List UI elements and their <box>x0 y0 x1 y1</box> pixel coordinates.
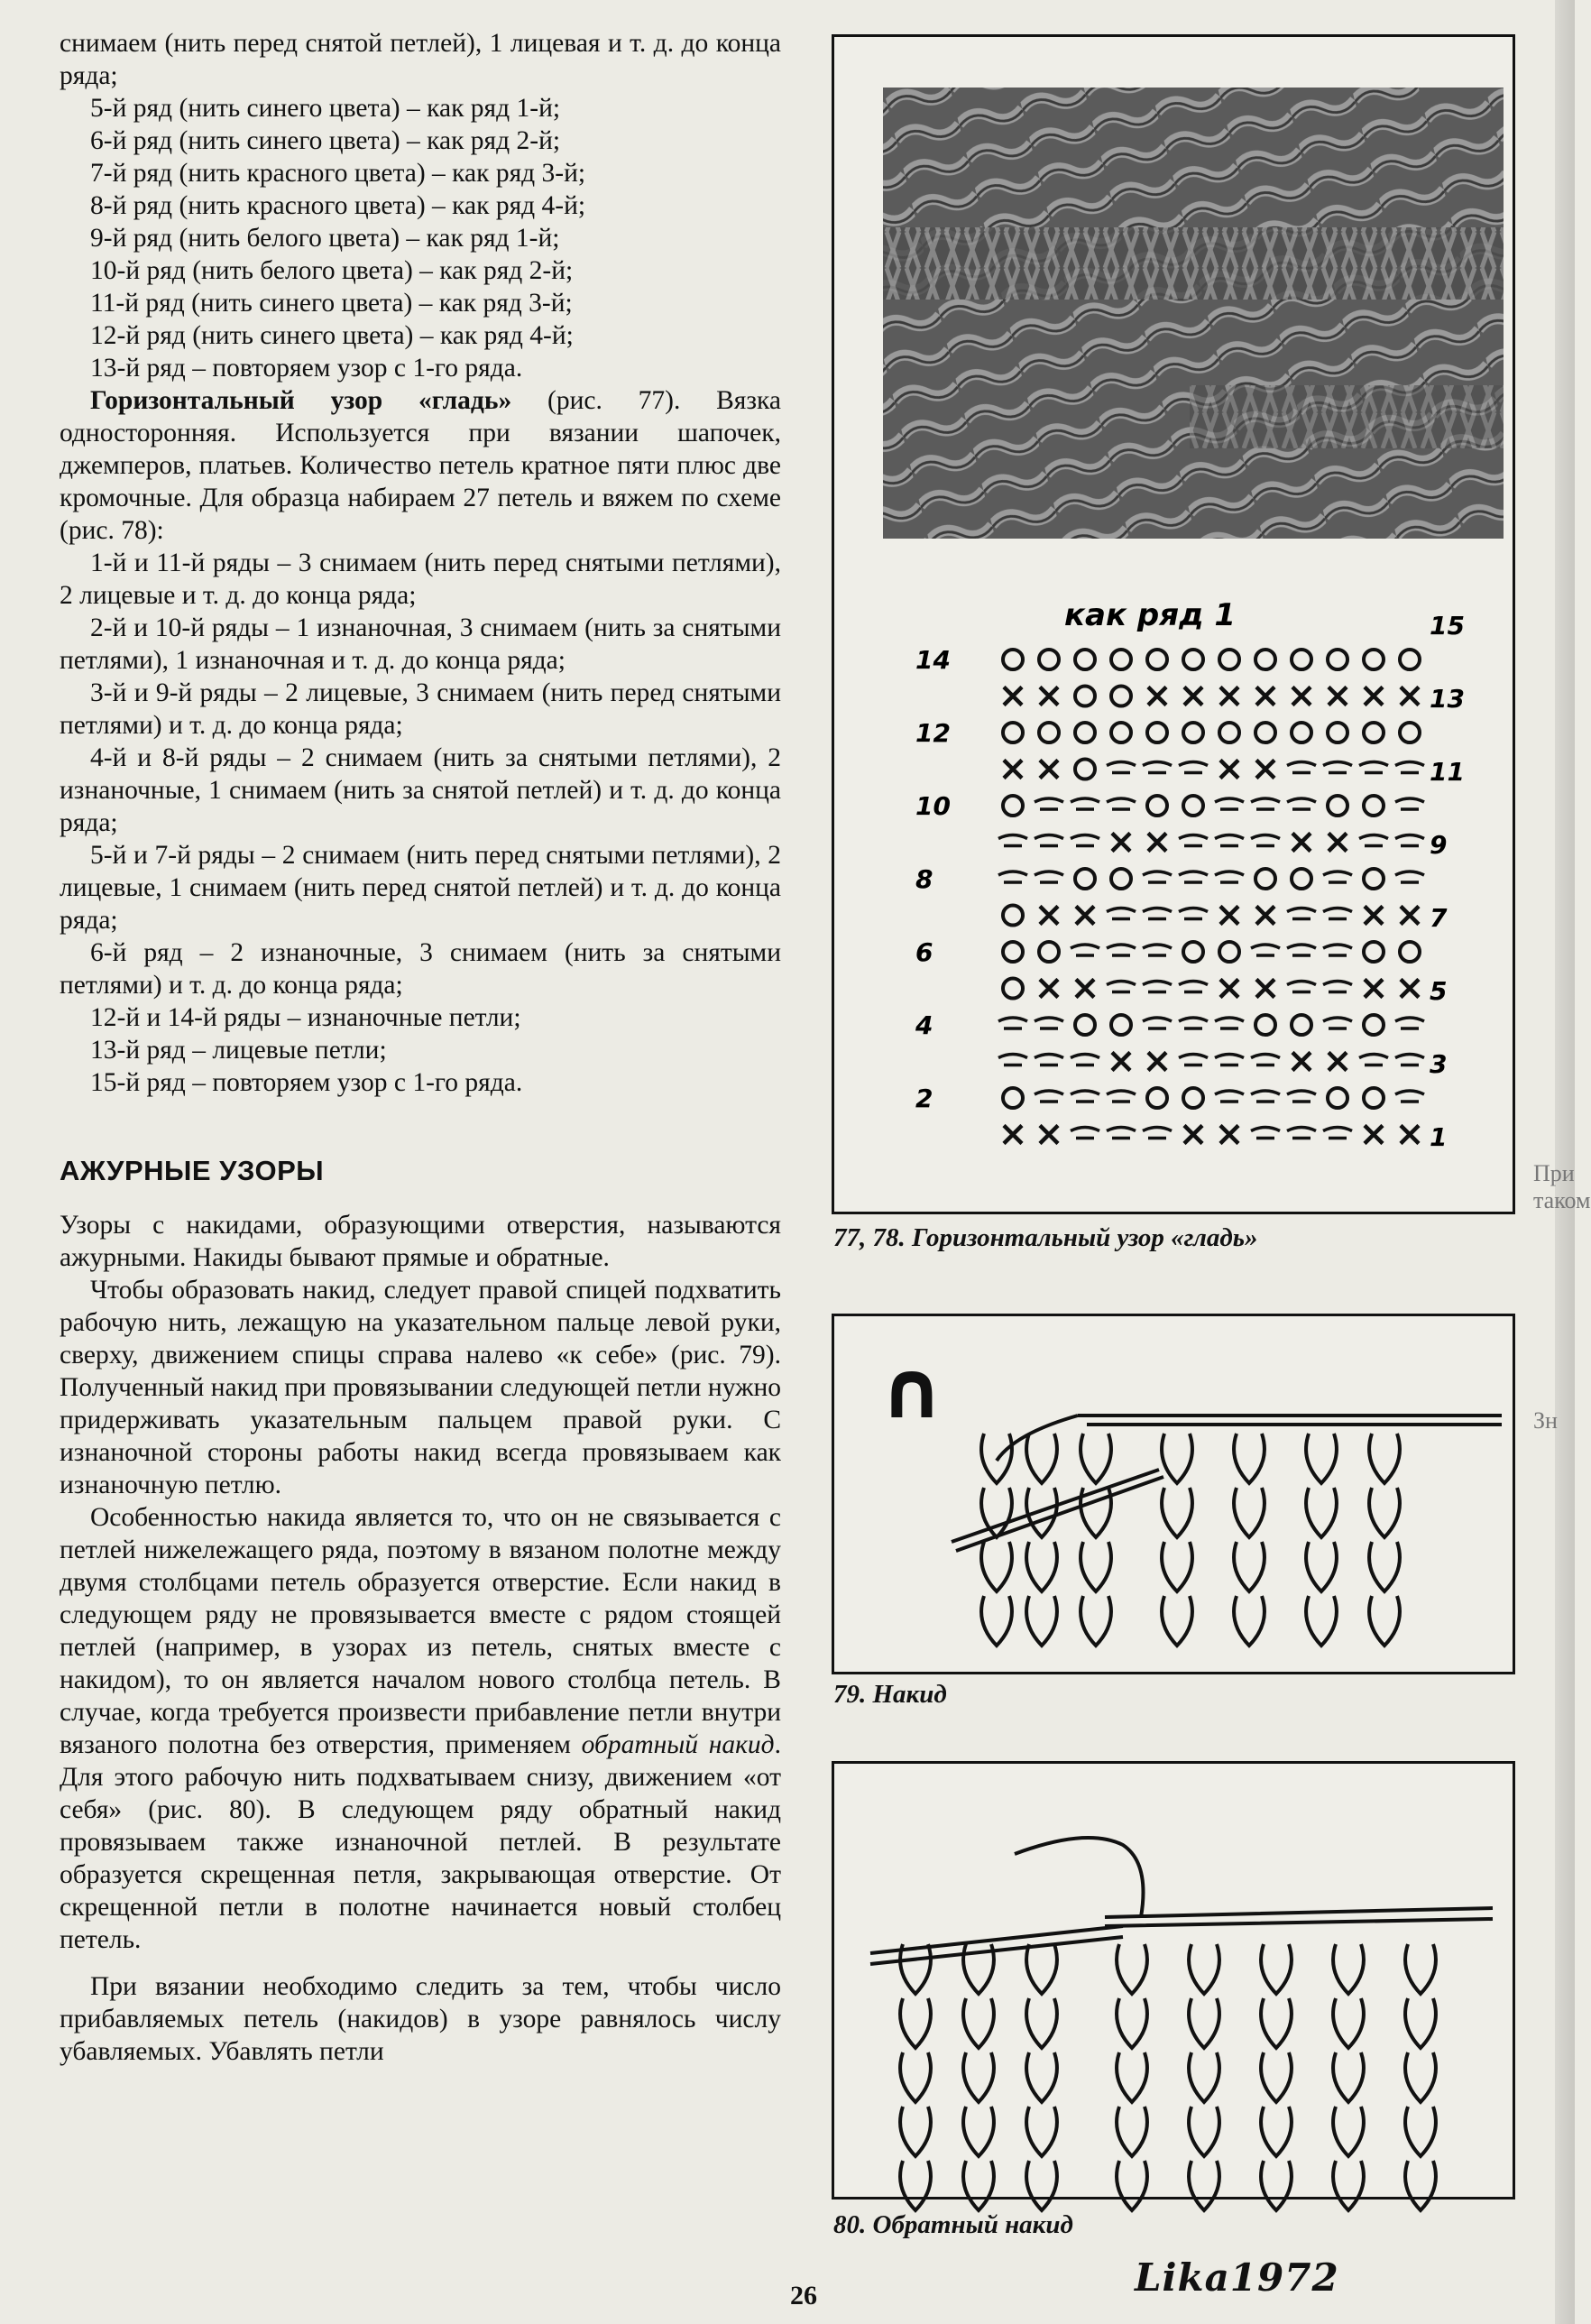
row-number-left: 2 <box>915 1084 933 1113</box>
slip-symbol <box>1107 982 1136 992</box>
paragraph-horizontal-pattern <box>60 384 781 547</box>
slip-symbol <box>1143 908 1172 919</box>
purl-symbol <box>1292 869 1311 889</box>
knit-symbol <box>1040 980 1058 998</box>
row-instruction: 13-й ряд – лицевые петли; <box>90 1036 387 1065</box>
stitch-loop <box>1261 1998 1292 2048</box>
purl-symbol <box>1364 650 1384 669</box>
caption-80: 80. Обратный накид <box>833 2210 1073 2239</box>
text-part: . Для этого рабочую нить подхватываем снизу, движением «от себя» (рис. 80). В следующем ряду обратный накид провязываем также изнаночной петлей. В результате образуется скрещенная петля, закрывающая отверстие. От скрещенной петли в полотне начинается новый столбец петель. <box>60 1730 781 1954</box>
paragraph-yarn-over: Чтобы образовать накид, следует правой спицей подхватить рабочую нить, лежащую на указательном пальце левой руки, сверху, движением спицы справа налево «к себе» (рис. 79). Полученный накид при провязывании следующей петли нужно придерживать указательным пальцем правой руки. С изнаночной стороны работы накид всегда провязываем как изнаночную петлю. <box>60 1276 781 1499</box>
stitch-loop <box>1234 1596 1265 1646</box>
knit-symbol <box>1004 761 1022 779</box>
stitch-loop <box>1369 1596 1400 1646</box>
slip-symbol <box>1143 945 1172 955</box>
stitch-loop <box>1026 2161 1057 2210</box>
chart-header: как ряд 1 <box>1063 597 1237 633</box>
knit-symbol <box>1329 1053 1347 1071</box>
knit-symbol <box>1220 980 1238 998</box>
slip-symbol <box>1359 1055 1388 1065</box>
row-number-left: 10 <box>915 791 951 821</box>
stitch-loop <box>1026 1998 1057 2048</box>
slip-symbol <box>1395 1018 1424 1028</box>
slip-symbol <box>1215 835 1244 846</box>
stitch-loop <box>1405 2107 1436 2156</box>
row-number-left: 6 <box>915 937 933 967</box>
stitch-loop <box>1162 1488 1192 1537</box>
purl-symbol <box>1039 942 1059 962</box>
knit-symbol <box>1256 761 1274 779</box>
stitch-loop <box>900 1944 931 1994</box>
stitch-loop <box>1261 2052 1292 2102</box>
knit-texture-image <box>883 88 1504 539</box>
row-instruction: 5-й и 7-й ряды – 2 снимаем (нить перед снятыми петлями), 2 лицевые, 1 снимаем (нить перед снятой петлей) и т. д. до конца ряда; <box>60 841 781 935</box>
row-number-right: 3 <box>1430 1049 1448 1079</box>
purl-symbol <box>1183 796 1203 816</box>
page-number: 26 <box>790 2281 817 2310</box>
slip-symbol <box>1071 1128 1099 1139</box>
paragraph-decrease: При вязании необходимо следить за тем, чтобы число прибавляемых петель (накидов) в узоре равнялось числу убавляемых. Убавлять петли <box>60 1972 781 2066</box>
row-instruction: 13-й ряд – повторяем узор с 1-го ряда. <box>90 354 523 383</box>
slip-symbol <box>1071 1091 1099 1102</box>
row-number-right: 7 <box>1430 903 1448 933</box>
slip-symbol <box>1251 798 1280 809</box>
slip-symbol <box>1215 1055 1244 1065</box>
slip-symbol <box>1395 798 1424 809</box>
color-rows-list <box>60 92 781 384</box>
knit-symbol <box>1401 907 1419 925</box>
slip-symbol <box>1035 1091 1063 1102</box>
slip-symbol <box>1251 835 1280 846</box>
stitch-loop <box>1261 2107 1292 2156</box>
main-text-column <box>60 27 781 2068</box>
purl-symbol <box>1364 1015 1384 1035</box>
purl-symbol <box>1364 723 1384 742</box>
knit-symbol <box>1220 687 1238 706</box>
slip-symbol <box>1287 1128 1316 1139</box>
slip-symbol <box>1395 872 1424 882</box>
purl-symbol <box>1183 723 1203 742</box>
watermark-signature: Lika1972 <box>1135 2255 1339 2300</box>
slip-symbol <box>1143 982 1172 992</box>
row-instruction: 6-й ряд – 2 изнаночные, 3 снимаем (нить за снятыми петлями) и т. д. до конца ряда; <box>60 938 781 1000</box>
purl-symbol <box>1219 942 1239 962</box>
purl-symbol <box>1219 650 1239 669</box>
stitch-loop <box>1306 1488 1337 1537</box>
knit-symbol <box>1220 761 1238 779</box>
purl-symbol <box>1364 869 1384 889</box>
paragraph-openwork-intro: Узоры с накидами, образующими отверстия, называются ажурными. Накиды бывают прямые и обратные. <box>60 1211 781 1272</box>
slip-symbol <box>1035 872 1063 882</box>
slip-symbol <box>1143 1128 1172 1139</box>
edge-text: При таком <box>1533 1160 1591 1213</box>
purl-symbol <box>1255 723 1275 742</box>
row-instruction: 6-й ряд (нить синего цвета) – как ряд 2-й; <box>90 126 561 155</box>
row-number-left: 14 <box>915 645 951 675</box>
purl-symbol <box>1111 723 1131 742</box>
stitch-loop <box>900 2052 931 2102</box>
slip-symbol <box>1071 798 1099 809</box>
slip-symbol <box>1071 835 1099 846</box>
stitch-loop <box>1189 2052 1219 2102</box>
knit-chart-78 <box>897 578 1465 1210</box>
stitch-loop <box>1162 1542 1192 1591</box>
slip-symbol <box>998 872 1027 882</box>
purl-symbol <box>1328 1088 1347 1108</box>
purl-symbol <box>1183 650 1203 669</box>
purl-symbol <box>1003 796 1023 816</box>
caption-77-78: 77, 78. Горизонтальный узор «гладь» <box>833 1223 1258 1252</box>
knit-symbol <box>1040 907 1058 925</box>
row-instruction: 12-й и 14-й ряды – изнаночные петли; <box>90 1003 521 1032</box>
purl-symbol <box>1255 650 1275 669</box>
stitch-loop <box>1306 1434 1337 1483</box>
stitch-loop <box>963 2161 994 2210</box>
knit-symbol <box>1040 1126 1058 1144</box>
knit-symbol <box>1292 687 1311 706</box>
stitch-loop <box>1117 2107 1147 2156</box>
purl-symbol <box>1003 1088 1023 1108</box>
slip-symbol <box>1215 872 1244 882</box>
slip-symbol <box>1143 1018 1172 1028</box>
stitch-loop <box>1162 1434 1192 1483</box>
purl-symbol <box>1183 1088 1203 1108</box>
slip-symbol <box>998 835 1027 846</box>
knit-symbol <box>1365 1126 1383 1144</box>
stitch-loop <box>900 1998 931 2048</box>
slip-symbol <box>1323 1128 1352 1139</box>
purl-symbol <box>1292 1015 1311 1035</box>
purl-symbol <box>1147 1088 1167 1108</box>
paragraph-continuation: снимаем (нить перед снятой петлей), 1 лицевая и т. д. до конца ряда; <box>60 29 781 90</box>
stitch-loop <box>1333 2107 1364 2156</box>
knit-symbol <box>1004 687 1022 706</box>
slip-symbol <box>1287 982 1316 992</box>
slip-symbol <box>1251 1091 1280 1102</box>
stitch-loop <box>1369 1542 1400 1591</box>
row-number-right: 5 <box>1430 976 1448 1006</box>
slip-symbol <box>1287 908 1316 919</box>
stitch-loop <box>1081 1434 1111 1483</box>
caption-79: 79. Накид <box>833 1680 947 1709</box>
pattern-rows-list <box>60 547 781 1099</box>
knit-photo <box>883 88 1504 539</box>
row-instruction: 7-й ряд (нить красного цвета) – как ряд 3-й; <box>90 159 586 188</box>
knit-symbol <box>1292 1053 1311 1071</box>
yarn-over-illustration <box>834 1316 1513 1672</box>
purl-symbol <box>1111 687 1131 706</box>
purl-symbol <box>1147 723 1167 742</box>
stitch-loop <box>1117 1998 1147 2048</box>
stitch-loop <box>1261 2161 1292 2210</box>
purl-symbol <box>1075 650 1095 669</box>
slip-symbol <box>1251 945 1280 955</box>
row-instruction: 10-й ряд (нить белого цвета) – как ряд 2-й; <box>90 256 574 285</box>
purl-symbol <box>1147 796 1167 816</box>
knit-symbol <box>1329 834 1347 852</box>
purl-symbol <box>1292 650 1311 669</box>
purl-symbol <box>1003 650 1023 669</box>
purl-symbol <box>1147 650 1167 669</box>
row-number-left: 8 <box>915 864 933 894</box>
figure-79-frame <box>832 1314 1515 1674</box>
knit-symbol <box>1184 687 1202 706</box>
stitch-loop <box>1333 1944 1364 1994</box>
slip-symbol <box>1179 872 1208 882</box>
slip-symbol <box>1143 762 1172 773</box>
knit-symbol <box>1148 1053 1166 1071</box>
purl-symbol <box>1075 723 1095 742</box>
stitch-loop <box>1189 2107 1219 2156</box>
slip-symbol <box>1359 762 1388 773</box>
reverse-yarn-over-illustration <box>834 1764 1513 2197</box>
figure-80-frame <box>832 1761 1515 2200</box>
slip-symbol <box>1323 872 1352 882</box>
knit-symbol <box>1401 980 1419 998</box>
slip-symbol <box>1287 945 1316 955</box>
knit-symbol <box>1256 980 1274 998</box>
slip-symbol <box>1035 798 1063 809</box>
row-number-right: 15 <box>1430 611 1465 641</box>
slip-symbol <box>1035 1018 1063 1028</box>
slip-symbol <box>1395 762 1424 773</box>
stitch-loop <box>1369 1434 1400 1483</box>
purl-symbol <box>1328 650 1347 669</box>
stitch-loop <box>1117 1944 1147 1994</box>
purl-symbol <box>1003 723 1023 742</box>
stitch-loop <box>1333 2161 1364 2210</box>
slip-symbol <box>1323 945 1352 955</box>
purl-symbol <box>1292 723 1311 742</box>
purl-symbol <box>1075 869 1095 889</box>
purl-symbol <box>1111 1015 1131 1035</box>
slip-symbol <box>1287 762 1316 773</box>
row-number-left: 12 <box>915 718 951 748</box>
edge-text: Зн <box>1533 1407 1558 1434</box>
stitch-loop <box>1189 1998 1219 2048</box>
slip-symbol <box>1215 798 1244 809</box>
slip-symbol <box>1179 835 1208 846</box>
row-number-right: 1 <box>1430 1122 1448 1152</box>
slip-symbol <box>1251 1055 1280 1065</box>
slip-symbol <box>1107 762 1136 773</box>
stitch-loop <box>1333 1998 1364 2048</box>
knit-symbol <box>1292 834 1311 852</box>
slip-symbol <box>1287 798 1316 809</box>
stitch-loop <box>1026 2052 1057 2102</box>
knit-symbol <box>1401 687 1419 706</box>
slip-symbol <box>1323 908 1352 919</box>
knit-symbol <box>1401 1126 1419 1144</box>
slip-symbol <box>998 1055 1027 1065</box>
knit-symbol <box>1004 1126 1022 1144</box>
slip-symbol <box>1323 982 1352 992</box>
slip-symbol <box>1251 1128 1280 1139</box>
stitch-loop <box>1081 1596 1111 1646</box>
row-number-right: 13 <box>1430 684 1465 714</box>
knit-symbol <box>1076 980 1094 998</box>
stitch-loop <box>1234 1434 1265 1483</box>
slip-symbol <box>1035 1055 1063 1065</box>
row-instruction: 11-й ряд (нить синего цвета) – как ряд 3-й; <box>90 289 573 318</box>
stitch-loop <box>1026 1434 1057 1483</box>
stitch-loop <box>900 2107 931 2156</box>
purl-symbol <box>1003 979 1023 999</box>
stitch-loop <box>1261 1944 1292 1994</box>
section-title: АЖУРНЫЕ УЗОРЫ <box>60 1155 325 1186</box>
row-number-left: 4 <box>915 1010 933 1040</box>
slip-symbol <box>1287 1091 1316 1102</box>
knit-symbol <box>1076 907 1094 925</box>
stitch-loop <box>1026 1596 1057 1646</box>
knit-symbol <box>1184 1126 1202 1144</box>
stitch-loop <box>1405 1998 1436 2048</box>
stitch-loop <box>1081 1542 1111 1591</box>
stitch-loop <box>1162 1596 1192 1646</box>
stitch-loop <box>1189 2161 1219 2210</box>
row-instruction: 5-й ряд (нить синего цвета) – как ряд 1-й; <box>90 94 561 123</box>
purl-symbol <box>1183 942 1203 962</box>
slip-symbol <box>1395 1055 1424 1065</box>
knit-symbol <box>1220 1126 1238 1144</box>
stitch-loop <box>1306 1542 1337 1591</box>
knit-symbol <box>1040 687 1058 706</box>
purl-symbol <box>1039 723 1059 742</box>
knit-symbol <box>1365 980 1383 998</box>
row-instruction: 15-й ряд – повторяем узор с 1-го ряда. <box>90 1068 523 1097</box>
stitch-loop <box>1405 2052 1436 2102</box>
purl-symbol <box>1039 650 1059 669</box>
slip-symbol <box>1395 1091 1424 1102</box>
stitch-loop <box>1333 2052 1364 2102</box>
stitch-loop <box>963 2107 994 2156</box>
slip-symbol <box>1107 908 1136 919</box>
row-instruction: 2-й и 10-й ряды – 1 изнаночная, 3 снимаем (нить за снятыми петлями), 1 изнаночная и т. д. до конца ряда; <box>60 613 781 675</box>
knit-symbol <box>1329 687 1347 706</box>
knit-symbol <box>1256 907 1274 925</box>
knit-symbol <box>1148 834 1166 852</box>
slip-symbol <box>1215 1091 1244 1102</box>
slip-symbol <box>1071 1055 1099 1065</box>
knit-symbol <box>1256 687 1274 706</box>
purl-symbol <box>1364 942 1384 962</box>
knit-symbol <box>1365 907 1383 925</box>
slip-symbol <box>1107 1128 1136 1139</box>
slip-symbol <box>1179 1018 1208 1028</box>
slip-symbol <box>1179 982 1208 992</box>
stitch-loop <box>1369 1488 1400 1537</box>
purl-symbol <box>1075 760 1095 779</box>
knit-symbol <box>1112 834 1130 852</box>
stitch-loop <box>1234 1488 1265 1537</box>
knit-symbol <box>1220 907 1238 925</box>
stitch-loop <box>1117 2052 1147 2102</box>
stitch-loop <box>963 1998 994 2048</box>
slip-symbol <box>1107 798 1136 809</box>
stitch-loop <box>963 2052 994 2102</box>
slip-symbol <box>1215 1018 1244 1028</box>
purl-symbol <box>1400 942 1420 962</box>
row-instruction: 4-й и 8-й ряды – 2 снимаем (нить за снятыми петлями), 2 изнаночные, 1 снимаем (нить за снятой петлей) и т. д. до конца ряда; <box>60 743 781 837</box>
purl-symbol <box>1255 869 1275 889</box>
slip-symbol <box>1107 945 1136 955</box>
text-part: Особенностью накида является то, что он не связывается с петлей нижележащего ряда, поэтому в вязаном полотне между двумя столбцами петель образуется отверстие. Если накид в следующем ряду не провязывается вместе с рядом стоящей петлей (например, в узорах из петель, снятых вместе с накидом), то он является началом нового столбца петель. В случае, когда требуется произвести прибавление петли внутри вязаного полотна без отверстия, применяем <box>60 1503 781 1759</box>
purl-symbol <box>1255 1015 1275 1035</box>
purl-symbol <box>1003 942 1023 962</box>
slip-symbol <box>1071 945 1099 955</box>
slip-symbol <box>1179 908 1208 919</box>
purl-symbol <box>1075 1015 1095 1035</box>
row-instruction: 8-й ряд (нить красного цвета) – как ряд 4-й; <box>90 191 586 220</box>
slip-symbol <box>1323 1018 1352 1028</box>
figure-77-78-frame <box>832 34 1515 1214</box>
slip-symbol <box>1179 762 1208 773</box>
purl-symbol <box>1328 723 1347 742</box>
stitch-loop <box>900 2161 931 2210</box>
paragraph-reverse-yarn-over <box>60 1501 781 1956</box>
stitch-loop <box>981 1542 1012 1591</box>
pattern-description: (рис. 77). Вязка односторонняя. Используется при вязании шапочек, джемперов, платьев. Количество петель кратное пяти плюс две кромочные. Для образца набираем 27 петель и вяжем по схеме (рис. 78): <box>60 386 781 545</box>
stitch-loop <box>1234 1542 1265 1591</box>
row-number-right: 9 <box>1430 830 1448 860</box>
slip-symbol <box>1179 1055 1208 1065</box>
stitch-loop <box>1189 1944 1219 1994</box>
stitch-loop <box>981 1596 1012 1646</box>
slip-symbol <box>1323 762 1352 773</box>
row-instruction: 3-й и 9-й ряды – 2 лицевые, 3 снимаем (нить перед снятыми петлями) и т. д. до конца ряда; <box>60 678 781 740</box>
purl-symbol <box>1400 650 1420 669</box>
stitch-loop <box>1026 1944 1057 1994</box>
purl-symbol <box>1219 723 1239 742</box>
purl-symbol <box>1111 650 1131 669</box>
pattern-title: Горизонтальный узор «гладь» <box>90 386 512 415</box>
purl-symbol <box>1003 906 1023 926</box>
purl-symbol <box>1328 796 1347 816</box>
knit-symbol <box>1148 687 1166 706</box>
knit-symbol <box>1112 1053 1130 1071</box>
knit-symbol <box>1365 687 1383 706</box>
purl-symbol <box>1364 796 1384 816</box>
slip-symbol <box>1359 835 1388 846</box>
knit-symbol <box>1040 761 1058 779</box>
row-instruction: 1-й и 11-й ряды – 3 снимаем (нить перед снятыми петлями), 2 лицевые и т. д. до конца ряда; <box>60 549 781 610</box>
slip-symbol <box>1107 1091 1136 1102</box>
stitch-loop <box>1026 1542 1057 1591</box>
text-italic: обратный накид <box>581 1730 775 1759</box>
stitch-loop <box>1405 1944 1436 1994</box>
row-instruction: 9-й ряд (нить белого цвета) – как ряд 1-й; <box>90 224 560 253</box>
stitch-loop <box>1117 2161 1147 2210</box>
stitch-loop <box>1306 1596 1337 1646</box>
purl-symbol <box>1111 869 1131 889</box>
slip-symbol <box>998 1018 1027 1028</box>
row-number-right: 11 <box>1430 757 1465 787</box>
purl-symbol <box>1364 1088 1384 1108</box>
purl-symbol <box>1400 723 1420 742</box>
row-instruction: 12-й ряд (нить синего цвета) – как ряд 4-й; <box>90 321 574 350</box>
slip-symbol <box>1035 835 1063 846</box>
purl-symbol <box>1075 687 1095 706</box>
yarn-over-symbol: ∩ <box>879 1343 944 1436</box>
stitch-loop <box>1026 2107 1057 2156</box>
slip-symbol <box>1143 872 1172 882</box>
slip-symbol <box>1395 835 1424 846</box>
stitch-loop <box>1405 2161 1436 2210</box>
